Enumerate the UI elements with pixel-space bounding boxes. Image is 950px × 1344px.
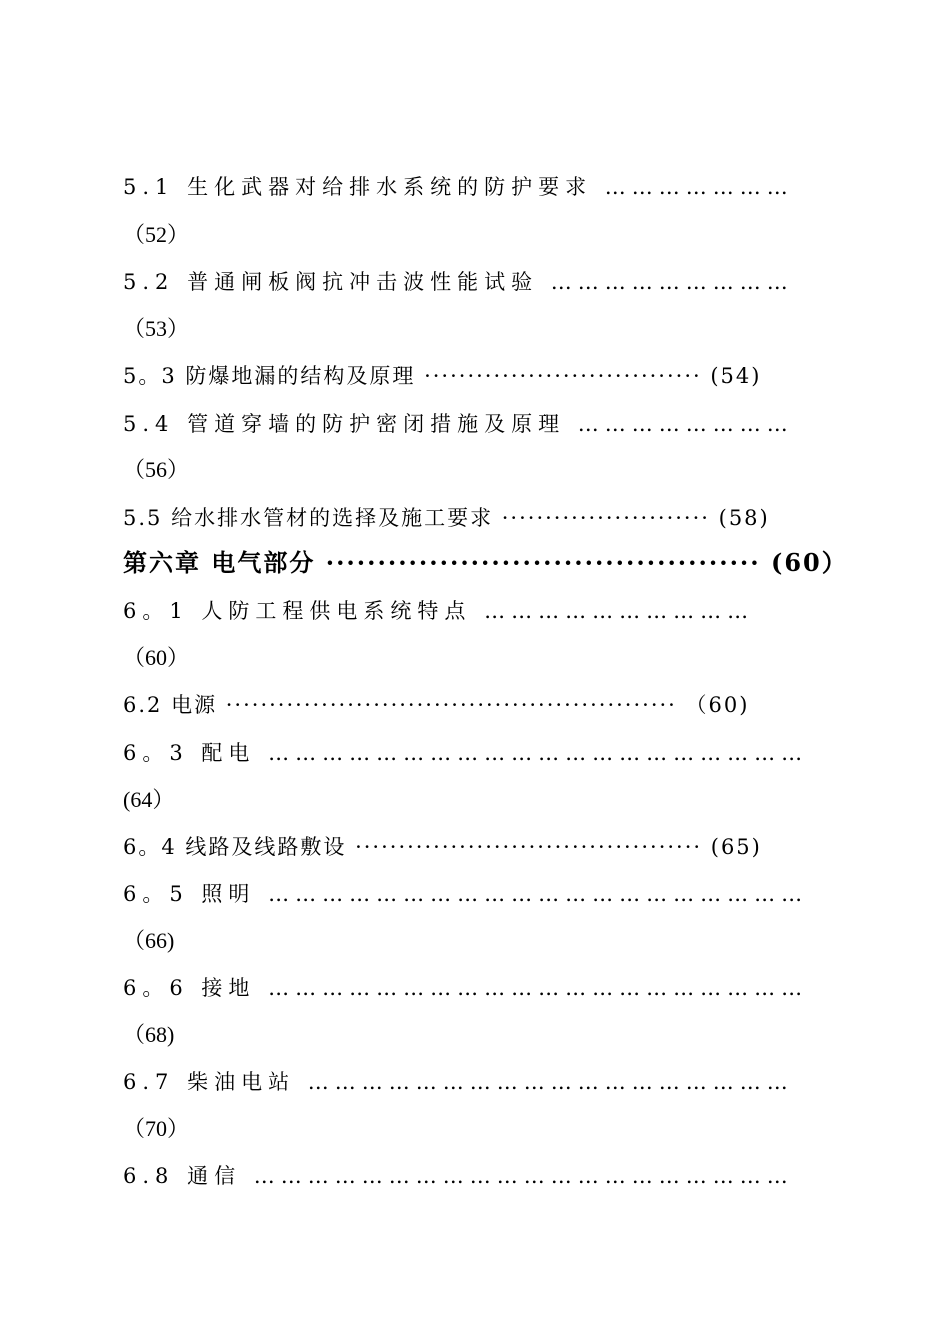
toc-page-number: （52） [123, 222, 190, 247]
toc-entry-5-4: 5.4 管道穿墙的防护密闭措施及原理 …………………… [123, 412, 794, 436]
toc-page-number: （60） [123, 645, 190, 670]
toc-entry-6-8: 6.8 通信 …………………………………………………… [123, 1164, 794, 1188]
toc-entry-6-4: 6。4 线路及线路敷设 ········································ (65) [123, 835, 762, 859]
toc-page-number: （53） [123, 316, 190, 341]
toc-entry-5-1: 5.1 生化武器对给排水系统的防护要求 ………………… [123, 175, 794, 199]
toc-entry-6-7: 6.7 柴油电站 ……………………………………………… [123, 1070, 794, 1094]
toc-entry-5-5: 5.5 给水排水管材的选择及施工要求 ························ (58) [123, 506, 770, 530]
toc-page-number: （70） [123, 1116, 190, 1141]
toc-entry-6-1: 6。1 人防工程供电系统特点 ………………………… [123, 599, 755, 623]
toc-entry-6-6: 6。6 接地 …………………………………………………… [123, 976, 809, 1000]
toc-page-number: （66) [123, 928, 175, 953]
toc-page-number: （56） [123, 457, 190, 482]
toc-entry-6-5: 6。5 照明 …………………………………………………… [123, 882, 809, 906]
toc-entry-6-3: 6。3 配电 …………………………………………………… [123, 741, 809, 765]
toc-entry-5-2: 5.2 普通闸板阀抗冲击波性能试验 ……………………… [123, 270, 794, 294]
toc-page-number: (64） [123, 787, 175, 812]
toc-entry-6-2: 6.2 电源 ···················································· （60) [123, 693, 750, 717]
toc-chapter-6: 第六章 电气部分 ·········································· (60） [123, 548, 848, 577]
toc-entry-5-3: 5。3 防爆地漏的结构及原理 ································ (54) [123, 364, 762, 388]
toc-page-number: （68) [123, 1022, 175, 1047]
